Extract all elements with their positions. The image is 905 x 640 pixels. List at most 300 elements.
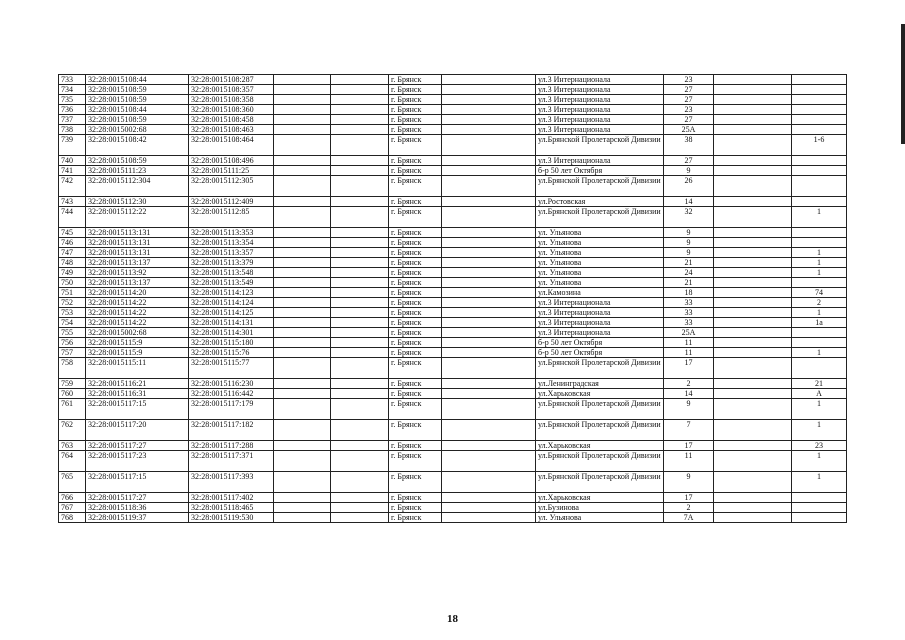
house-cell: 21 (664, 258, 714, 268)
apartment-cell: 23 (792, 441, 847, 451)
row-number-cell: 748 (59, 258, 86, 268)
object-number-cell: 32:28:0015112:85 (189, 207, 274, 228)
apartment-cell: 1 (792, 258, 847, 268)
object-number-cell: 32:28:0015117:402 (189, 493, 274, 503)
empty-cell (331, 248, 389, 258)
table-row (59, 308, 847, 318)
empty-cell (714, 441, 792, 451)
table-row (59, 338, 847, 348)
house-cell: 7 (664, 420, 714, 441)
apartment-cell: 1 (792, 451, 847, 472)
object-number-cell: 32:28:0015114:301 (189, 328, 274, 338)
empty-cell (274, 238, 331, 248)
street-cell: ул.Брянской Пролетарской Дивизии (536, 358, 664, 379)
empty-cell (442, 105, 536, 115)
object-number-cell: 32:28:0015112:305 (189, 176, 274, 197)
house-cell: 11 (664, 348, 714, 358)
house-cell: 9 (664, 166, 714, 176)
empty-cell (442, 503, 536, 513)
object-number-cell: 32:28:0015114:124 (189, 298, 274, 308)
street-cell: б-р 50 лет Октября (536, 338, 664, 348)
table-row (59, 503, 847, 513)
empty-cell (714, 513, 792, 523)
object-number-cell: 32:28:0015111:25 (189, 166, 274, 176)
row-number-cell: 749 (59, 268, 86, 278)
object-number-cell: 32:28:0015113:549 (189, 278, 274, 288)
table-row (59, 318, 847, 328)
apartment-cell: 1 (792, 248, 847, 258)
empty-cell (274, 348, 331, 358)
street-cell: ул.Харьковская (536, 493, 664, 503)
object-number-cell: 32:28:0015113:357 (189, 248, 274, 258)
street-cell: б-р 50 лет Октября (536, 166, 664, 176)
empty-cell (442, 451, 536, 472)
parcel-number-cell: 32:28:0015113:92 (86, 268, 189, 278)
object-number-cell: 32:28:0015112:409 (189, 197, 274, 207)
empty-cell (714, 125, 792, 135)
city-cell: г. Брянск (389, 105, 442, 115)
empty-cell (714, 358, 792, 379)
row-number-cell: 753 (59, 308, 86, 318)
parcel-number-cell: 32:28:0015115:9 (86, 338, 189, 348)
empty-cell (274, 85, 331, 95)
empty-cell (442, 75, 536, 85)
parcel-number-cell: 32:28:0015117:20 (86, 420, 189, 441)
empty-cell (331, 135, 389, 156)
city-cell: г. Брянск (389, 115, 442, 125)
table-row (59, 348, 847, 358)
house-cell: 14 (664, 197, 714, 207)
empty-cell (274, 268, 331, 278)
empty-cell (442, 358, 536, 379)
object-number-cell: 32:28:0015113:353 (189, 228, 274, 238)
house-cell: 21 (664, 278, 714, 288)
empty-cell (331, 105, 389, 115)
empty-cell (274, 207, 331, 228)
street-cell: ул. Ульянова (536, 238, 664, 248)
table-row (59, 135, 847, 156)
city-cell: г. Брянск (389, 472, 442, 493)
parcel-number-cell: 32:28:0015116:21 (86, 379, 189, 389)
empty-cell (442, 248, 536, 258)
parcel-number-cell: 32:28:0015117:23 (86, 451, 189, 472)
house-cell: 27 (664, 95, 714, 105)
empty-cell (714, 493, 792, 503)
street-cell: ул.Брянской Пролетарской Дивизии (536, 472, 664, 493)
apartment-cell: А (792, 389, 847, 399)
empty-cell (442, 328, 536, 338)
parcel-number-cell: 32:28:0015116:31 (86, 389, 189, 399)
empty-cell (442, 513, 536, 523)
table-row (59, 75, 847, 85)
empty-cell (442, 135, 536, 156)
apartment-cell (792, 176, 847, 197)
table-row (59, 207, 847, 228)
registry-table-body (59, 75, 847, 523)
empty-cell (442, 308, 536, 318)
row-number-cell: 757 (59, 348, 86, 358)
city-cell: г. Брянск (389, 268, 442, 278)
row-number-cell: 761 (59, 399, 86, 420)
empty-cell (714, 420, 792, 441)
table-row (59, 358, 847, 379)
empty-cell (331, 451, 389, 472)
street-cell: ул.3 Интернационала (536, 75, 664, 85)
empty-cell (274, 248, 331, 258)
empty-cell (331, 85, 389, 95)
empty-cell (331, 115, 389, 125)
table-row (59, 95, 847, 105)
street-cell: ул.Ростовская (536, 197, 664, 207)
row-number-cell: 765 (59, 472, 86, 493)
house-cell: 33 (664, 308, 714, 318)
object-number-cell: 32:28:0015117:182 (189, 420, 274, 441)
empty-cell (442, 420, 536, 441)
empty-cell (442, 379, 536, 389)
empty-cell (274, 156, 331, 166)
empty-cell (274, 389, 331, 399)
empty-cell (714, 85, 792, 95)
parcel-number-cell: 32:28:0015117:27 (86, 493, 189, 503)
empty-cell (331, 493, 389, 503)
apartment-cell (792, 238, 847, 248)
parcel-number-cell: 32:28:0015113:131 (86, 228, 189, 238)
parcel-number-cell: 32:28:0015117:15 (86, 472, 189, 493)
apartment-cell (792, 115, 847, 125)
table-row (59, 389, 847, 399)
empty-cell (714, 95, 792, 105)
object-number-cell: 32:28:0015117:179 (189, 399, 274, 420)
row-number-cell: 755 (59, 328, 86, 338)
empty-cell (331, 176, 389, 197)
empty-cell (442, 399, 536, 420)
empty-cell (331, 258, 389, 268)
object-number-cell: 32:28:0015115:76 (189, 348, 274, 358)
empty-cell (442, 472, 536, 493)
street-cell: ул.Харьковская (536, 389, 664, 399)
empty-cell (331, 228, 389, 238)
object-number-cell: 32:28:0015113:379 (189, 258, 274, 268)
parcel-number-cell: 32:28:0015113:131 (86, 238, 189, 248)
row-number-cell: 754 (59, 318, 86, 328)
street-cell: ул. Ульянова (536, 228, 664, 238)
empty-cell (442, 207, 536, 228)
house-cell: 11 (664, 338, 714, 348)
apartment-cell (792, 228, 847, 238)
empty-cell (442, 238, 536, 248)
empty-cell (714, 451, 792, 472)
house-cell: 17 (664, 441, 714, 451)
table-row (59, 197, 847, 207)
parcel-number-cell: 32:28:0015002:68 (86, 328, 189, 338)
street-cell: ул.Камозина (536, 288, 664, 298)
apartment-cell (792, 105, 847, 115)
parcel-number-cell: 32:28:0015113:137 (86, 278, 189, 288)
empty-cell (442, 85, 536, 95)
empty-cell (274, 75, 331, 85)
street-cell: ул.Брянской Пролетарской Дивизии (536, 135, 664, 156)
apartment-cell (792, 338, 847, 348)
table-row (59, 288, 847, 298)
row-number-cell: 762 (59, 420, 86, 441)
street-cell: ул.3 Интернационала (536, 308, 664, 318)
street-cell: ул.3 Интернационала (536, 125, 664, 135)
empty-cell (714, 308, 792, 318)
city-cell: г. Брянск (389, 348, 442, 358)
street-cell: ул.Ленинградская (536, 379, 664, 389)
row-number-cell: 747 (59, 248, 86, 258)
empty-cell (274, 288, 331, 298)
empty-cell (331, 125, 389, 135)
page-number: 18 (447, 613, 458, 625)
table-row (59, 258, 847, 268)
table-row (59, 85, 847, 95)
table-row (59, 125, 847, 135)
parcel-number-cell: 32:28:0015108:42 (86, 135, 189, 156)
parcel-number-cell: 32:28:0015113:137 (86, 258, 189, 268)
empty-cell (714, 176, 792, 197)
house-cell: 17 (664, 358, 714, 379)
table-row (59, 156, 847, 166)
street-cell: ул.Брянской Пролетарской Дивизии (536, 399, 664, 420)
row-number-cell: 767 (59, 503, 86, 513)
table-row (59, 399, 847, 420)
row-number-cell: 768 (59, 513, 86, 523)
parcel-number-cell: 32:28:0015112:304 (86, 176, 189, 197)
table-row (59, 248, 847, 258)
street-cell: ул.Бузинова (536, 503, 664, 513)
street-cell: ул. Ульянова (536, 248, 664, 258)
apartment-cell (792, 197, 847, 207)
empty-cell (714, 207, 792, 228)
empty-cell (331, 338, 389, 348)
object-number-cell: 32:28:0015113:548 (189, 268, 274, 278)
row-number-cell: 740 (59, 156, 86, 166)
apartment-cell (792, 95, 847, 105)
table-row (59, 472, 847, 493)
row-number-cell: 750 (59, 278, 86, 288)
object-number-cell: 32:28:0015119:530 (189, 513, 274, 523)
apartment-cell: 1 (792, 268, 847, 278)
house-cell: 14 (664, 389, 714, 399)
empty-cell (714, 268, 792, 278)
object-number-cell: 32:28:0015117:371 (189, 451, 274, 472)
apartment-cell (792, 513, 847, 523)
empty-cell (442, 318, 536, 328)
empty-cell (331, 318, 389, 328)
object-number-cell: 32:28:0015118:465 (189, 503, 274, 513)
empty-cell (274, 115, 331, 125)
empty-cell (442, 95, 536, 105)
parcel-number-cell: 32:28:0015112:30 (86, 197, 189, 207)
city-cell: г. Брянск (389, 166, 442, 176)
house-cell: 25А (664, 328, 714, 338)
empty-cell (274, 125, 331, 135)
empty-cell (331, 278, 389, 288)
house-cell: 38 (664, 135, 714, 156)
empty-cell (331, 268, 389, 278)
parcel-number-cell: 32:28:0015108:44 (86, 105, 189, 115)
street-cell: ул.3 Интернационала (536, 298, 664, 308)
empty-cell (714, 197, 792, 207)
empty-cell (331, 298, 389, 308)
city-cell: г. Брянск (389, 308, 442, 318)
empty-cell (442, 348, 536, 358)
empty-cell (274, 379, 331, 389)
empty-cell (442, 288, 536, 298)
house-cell: 25А (664, 125, 714, 135)
table-row (59, 379, 847, 389)
row-number-cell: 746 (59, 238, 86, 248)
empty-cell (331, 207, 389, 228)
object-number-cell: 32:28:0015113:354 (189, 238, 274, 248)
city-cell: г. Брянск (389, 338, 442, 348)
object-number-cell: 32:28:0015116:230 (189, 379, 274, 389)
house-cell: 17 (664, 493, 714, 503)
object-number-cell: 32:28:0015114:125 (189, 308, 274, 318)
empty-cell (714, 238, 792, 248)
street-cell: ул.3 Интернационала (536, 105, 664, 115)
empty-cell (331, 288, 389, 298)
row-number-cell: 756 (59, 338, 86, 348)
apartment-cell: 1 (792, 420, 847, 441)
house-cell: 9 (664, 399, 714, 420)
empty-cell (274, 228, 331, 238)
empty-cell (714, 288, 792, 298)
house-cell: 7А (664, 513, 714, 523)
empty-cell (442, 176, 536, 197)
empty-cell (714, 328, 792, 338)
empty-cell (331, 358, 389, 379)
empty-cell (331, 399, 389, 420)
city-cell: г. Брянск (389, 328, 442, 338)
empty-cell (274, 328, 331, 338)
parcel-number-cell: 32:28:0015117:15 (86, 399, 189, 420)
empty-cell (714, 75, 792, 85)
row-number-cell: 736 (59, 105, 86, 115)
row-number-cell: 760 (59, 389, 86, 399)
parcel-number-cell: 32:28:0015114:22 (86, 298, 189, 308)
empty-cell (442, 278, 536, 288)
empty-cell (442, 268, 536, 278)
apartment-cell: 1 (792, 207, 847, 228)
empty-cell (274, 258, 331, 268)
city-cell: г. Брянск (389, 125, 442, 135)
city-cell: г. Брянск (389, 513, 442, 523)
empty-cell (714, 156, 792, 166)
object-number-cell: 32:28:0015115:77 (189, 358, 274, 379)
table-row (59, 328, 847, 338)
city-cell: г. Брянск (389, 197, 442, 207)
apartment-cell (792, 156, 847, 166)
empty-cell (442, 258, 536, 268)
city-cell: г. Брянск (389, 389, 442, 399)
apartment-cell (792, 493, 847, 503)
street-cell: ул.3 Интернационала (536, 156, 664, 166)
city-cell: г. Брянск (389, 228, 442, 238)
row-number-cell: 752 (59, 298, 86, 308)
empty-cell (714, 399, 792, 420)
row-number-cell: 745 (59, 228, 86, 238)
object-number-cell: 32:28:0015117:393 (189, 472, 274, 493)
row-number-cell: 764 (59, 451, 86, 472)
parcel-number-cell: 32:28:0015113:131 (86, 248, 189, 258)
house-cell: 9 (664, 238, 714, 248)
table-row (59, 268, 847, 278)
row-number-cell: 758 (59, 358, 86, 379)
empty-cell (331, 503, 389, 513)
empty-cell (714, 258, 792, 268)
empty-cell (274, 451, 331, 472)
row-number-cell: 743 (59, 197, 86, 207)
empty-cell (274, 308, 331, 318)
street-cell: ул.Харьковская (536, 441, 664, 451)
empty-cell (442, 115, 536, 125)
empty-cell (274, 298, 331, 308)
street-cell: ул.3 Интернационала (536, 318, 664, 328)
city-cell: г. Брянск (389, 318, 442, 328)
row-number-cell: 733 (59, 75, 86, 85)
parcel-number-cell: 32:28:0015108:59 (86, 156, 189, 166)
table-row (59, 166, 847, 176)
empty-cell (274, 176, 331, 197)
row-number-cell: 759 (59, 379, 86, 389)
empty-cell (274, 513, 331, 523)
empty-cell (442, 166, 536, 176)
empty-cell (442, 156, 536, 166)
empty-cell (274, 399, 331, 420)
page-edge-mark (901, 24, 905, 144)
empty-cell (714, 105, 792, 115)
street-cell: ул. Ульянова (536, 513, 664, 523)
table-row (59, 238, 847, 248)
apartment-cell (792, 278, 847, 288)
empty-cell (274, 135, 331, 156)
object-number-cell: 32:28:0015114:123 (189, 288, 274, 298)
house-cell: 18 (664, 288, 714, 298)
empty-cell (714, 379, 792, 389)
apartment-cell (792, 75, 847, 85)
table-row (59, 513, 847, 523)
parcel-number-cell: 32:28:0015115:11 (86, 358, 189, 379)
parcel-number-cell: 32:28:0015119:37 (86, 513, 189, 523)
empty-cell (331, 197, 389, 207)
city-cell: г. Брянск (389, 85, 442, 95)
object-number-cell: 32:28:0015108:458 (189, 115, 274, 125)
house-cell: 9 (664, 248, 714, 258)
registry-table-container (58, 74, 847, 523)
row-number-cell: 735 (59, 95, 86, 105)
apartment-cell: 1а (792, 318, 847, 328)
house-cell: 32 (664, 207, 714, 228)
house-cell: 9 (664, 228, 714, 238)
table-row (59, 115, 847, 125)
city-cell: г. Брянск (389, 248, 442, 258)
parcel-number-cell: 32:28:0015108:44 (86, 75, 189, 85)
empty-cell (331, 420, 389, 441)
empty-cell (442, 125, 536, 135)
empty-cell (442, 389, 536, 399)
city-cell: г. Брянск (389, 238, 442, 248)
apartment-cell (792, 166, 847, 176)
parcel-number-cell: 32:28:0015114:22 (86, 318, 189, 328)
parcel-number-cell: 32:28:0015117:27 (86, 441, 189, 451)
empty-cell (714, 503, 792, 513)
house-cell: 23 (664, 75, 714, 85)
empty-cell (274, 441, 331, 451)
empty-cell (442, 338, 536, 348)
empty-cell (714, 318, 792, 328)
